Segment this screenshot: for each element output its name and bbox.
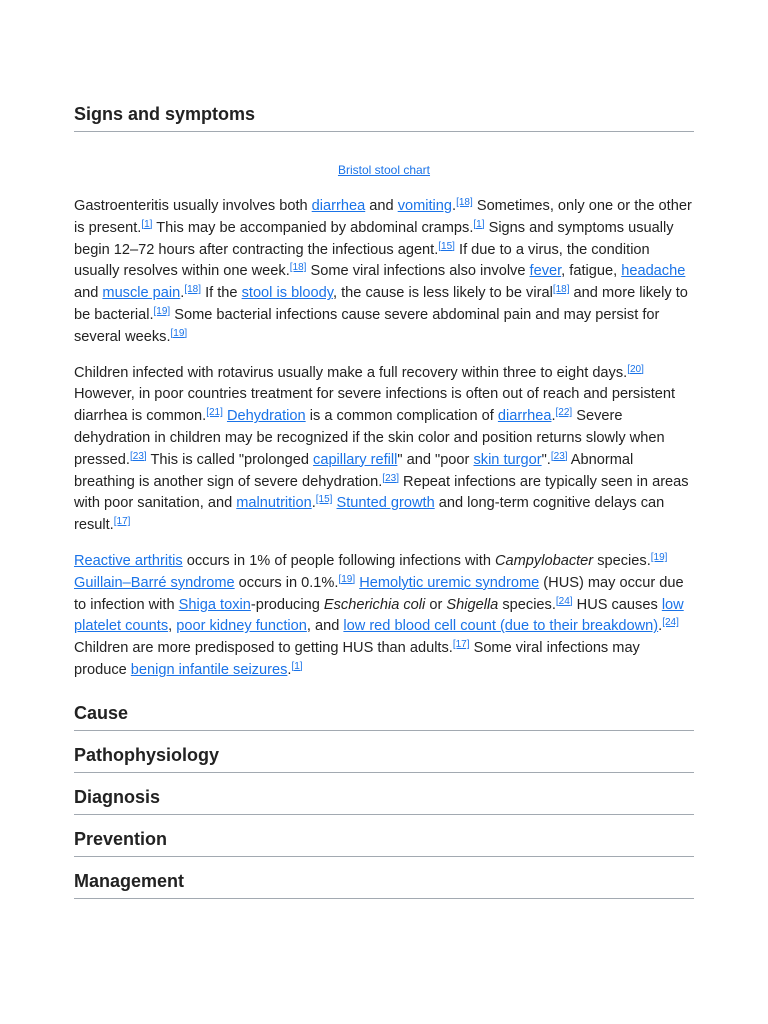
link-diarrhea[interactable]: diarrhea: [311, 198, 366, 214]
citation-1[interactable]: [1]: [291, 660, 303, 672]
citation-19[interactable]: [19]: [170, 327, 188, 339]
link-vomiting[interactable]: vomiting: [397, 198, 453, 214]
bristol-stool-chart-link[interactable]: Bristol stool chart: [337, 163, 431, 177]
citation-17[interactable]: [17]: [452, 639, 470, 651]
link-low-red-blood-cell-count[interactable]: low red blood cell count (due to their breakdown): [343, 618, 659, 635]
link-benign-infantile-seizures[interactable]: benign infantile seizures: [130, 661, 288, 678]
figure-caption: [74, 163, 694, 177]
paragraph-complications: Reactive arthritis occurs in 1% of people following infections with Campylobacter species.[19] Guillain–Barré syndrome occurs in 0.1%.[19] Hemolytic uremic syndrome (HUS) may occur due to infection with Shiga toxin-producing Escherichia coli or Shigella species.[24] HUS causes low platelet counts, poor kidney function, and low red blood cell count (due to their breakdown).[24] Children are more predisposed to getting HUS than adults.[17] Some viral infections may produce benign infantile seizures.[1]: [74, 551, 684, 678]
citation-19[interactable]: [19]: [153, 305, 171, 317]
citation-15[interactable]: [15]: [315, 494, 333, 506]
citation-24[interactable]: [24]: [662, 617, 679, 629]
link-malnutrition[interactable]: malnutrition: [236, 495, 312, 512]
citation-23[interactable]: [23]: [129, 450, 147, 462]
link-headache[interactable]: headache: [621, 263, 686, 280]
link-diarrhea[interactable]: diarrhea: [497, 408, 552, 425]
link-stool-is-bloody[interactable]: stool is bloody: [241, 285, 333, 302]
citation-17[interactable]: [17]: [113, 516, 131, 528]
section-heading-prevention[interactable]: Prevention: [74, 829, 694, 857]
collapsed-sections: [74, 703, 694, 899]
citation-23[interactable]: [23]: [382, 472, 399, 484]
link-guillain-barre-syndrome[interactable]: Guillain–Barré syndrome: [74, 574, 235, 591]
citation-19[interactable]: [19]: [338, 573, 356, 585]
link-stunted-growth[interactable]: Stunted growth: [336, 495, 435, 512]
citation-18[interactable]: [18]: [289, 262, 307, 274]
link-low-platelet-counts[interactable]: low platelet counts: [74, 596, 684, 635]
link-poor-kidney-function[interactable]: poor kidney function: [176, 618, 307, 635]
link-muscle-pain[interactable]: muscle pain: [102, 285, 181, 302]
link-dehydration[interactable]: Dehydration: [226, 408, 306, 425]
citation-22[interactable]: [22]: [555, 407, 573, 419]
link-hemolytic-uremic-syndrome[interactable]: Hemolytic uremic syndrome: [359, 574, 540, 591]
section-heading-management[interactable]: Management: [74, 871, 694, 899]
paragraph-children: Children infected with rotavirus usually make a full recovery within three to eight days.[20] However, in poor countries treatment for severe infections is often out of reach and persistent diarrhea is common.[21] Dehydration is a common complication of diarrhea.[22] Severe dehydration in children may be recognized if the skin color and position returns slowly when pressed.[23] This is called "prolonged capillary refill" and "poor skin turgor".[23] Abnormal breathing is another sign of severe dehydration.[23] Repeat infections are typically seen in areas with poor sanitation, and malnutrition.[15] Stunted growth and long-term cognitive delays can result.[17]: [74, 363, 689, 534]
citation-18[interactable]: [18]: [552, 284, 570, 296]
link-capillary-refill[interactable]: capillary refill: [313, 451, 398, 468]
link-reactive-arthritis[interactable]: Reactive arthritis: [74, 552, 183, 569]
section-heading-signs-and-symptoms[interactable]: Signs and symptoms: [74, 104, 694, 132]
section-heading-cause[interactable]: Cause: [74, 703, 694, 731]
link-shiga-toxin[interactable]: Shiga toxin: [178, 596, 251, 613]
section-heading-pathophysiology[interactable]: Pathophysiology: [74, 745, 694, 773]
link-fever[interactable]: fever: [529, 263, 562, 280]
section-heading-diagnosis[interactable]: Diagnosis: [74, 787, 694, 815]
citation-18[interactable]: [18]: [184, 284, 202, 296]
paragraph-symptoms: Gastroenteritis usually involves both diarrhea and vomiting.[18] Sometimes, only one or the other is present.[1] This may be accompanied by abdominal cramps.[1] Signs and symptoms usually begin 12–72 hours after contracting the infectious agent.[15] If due to a virus, the condition usually resolves within one week.[18] Some viral infections also involve fever, fatigue, headache and muscle pain.[18] If the stool is bloody, the cause is less likely to be viral[18] and more likely to be bacterial.[19] Some bacterial infections cause severe abdominal pain and may persist for several weeks.[19]: [74, 197, 692, 345]
article-content: [74, 0, 694, 899]
citation-24[interactable]: [24]: [555, 595, 573, 607]
citation-23[interactable]: [23]: [550, 450, 568, 462]
citation-15[interactable]: [15]: [438, 240, 455, 252]
citation-19[interactable]: [19]: [650, 551, 668, 563]
citation-1[interactable]: [1]: [141, 218, 153, 230]
citation-1[interactable]: [1]: [473, 218, 485, 230]
citation-20[interactable]: [20]: [627, 363, 644, 375]
citation-18[interactable]: [18]: [456, 197, 473, 208]
citation-21[interactable]: [21]: [206, 407, 223, 419]
link-skin-turgor[interactable]: skin turgor: [473, 451, 542, 468]
